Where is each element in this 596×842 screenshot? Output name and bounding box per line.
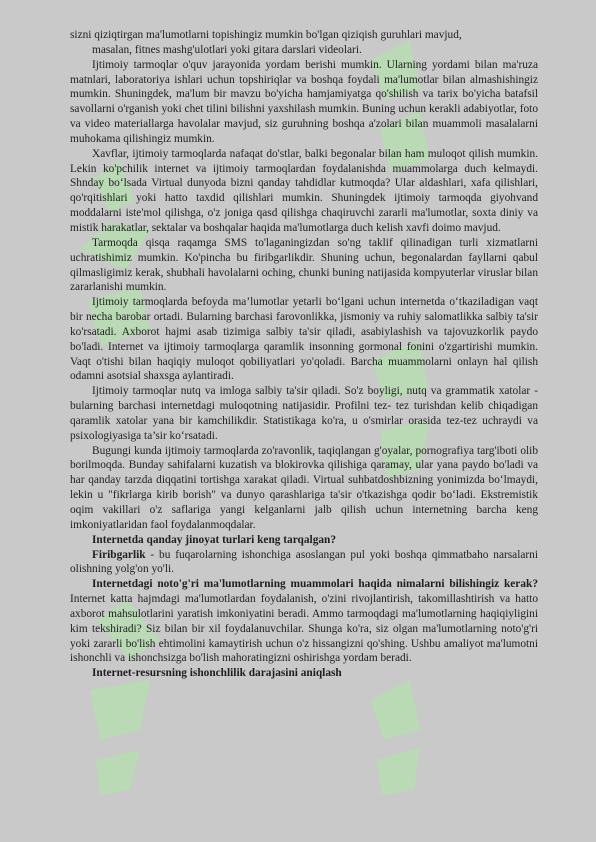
paragraph: Tarmoqda qisqa raqamga SMS to'laganingizdan so'ng taklif qilinadigan turli xizmatlarni uchratishimiz mumkin. Ko'pincha bu firibgarlikdir. Shuning uchun, begonalardan fayllarni qabul qilmasligimiz kerak, shubhali havolalarni oching, chunki buning natijasida kompyuterlar viruslar bilan zararlanishi mumkin. <box>70 236 538 294</box>
paragraph: Ijtimoiy tarmoqlar nutq va imloga salbiy ta'sir qiladi. So'z boyligi, nutq va grammatik xatolar - bularning barchasi internetdagi muloqotning natijasidir. Profilni tez- tez turishdan kelib chiqadigan qaramlik xatolar yana bir kamchilikdir. Statistikaga ko'ra, u o'smirlar orasida tez-tez uchraydi va psixologiyasiga ta’sir ko‘rsatadi. <box>70 385 538 442</box>
term: Firibgarlik <box>92 548 146 561</box>
question: Internetdagi noto'g'ri ma'lumotlarning muammolari haqida nimalarni bilishingiz kerak? <box>92 578 538 591</box>
section-heading: Internetda qanday jinoyat turlari keng tarqalgan? <box>92 533 337 546</box>
paragraph: masalan, fitnes mashg'ulotlari yoki gitara darslari videolari. <box>92 43 362 56</box>
paragraph: Bugungi kunda ijtimoiy tarmoqlarda zo'ravonlik, taqiqlangan g'oyalar, pornografiya targ'iboti olib borilmoqda. Bunday sahifalarni kuzatish va blokirovka qilishiga qaramay, ular yana paydo bo'ladi va har qanday tarzda diqqatini tortishga xarakat qiladi. Virtual suhbatdoshbizning yonimizda bo‘lmaydi, lekin u "fikrlarga kirib borish" va dunyo qarashlariga ta'sir o'tkazishga qodir bo‘ladi. Ekstremistik oqim vakillari o'z saflariga yangi kelganlarni jalb qilish uchun internetning barcha keng imkoniyatlaridan faol foydalanmoqdalar. <box>70 444 538 531</box>
paragraph: Ijtimoiy tarmoqlarda befoyda ma’lumotlar yetarli bo‘lgani uchun internetda o‘tkaziladigan vaqt bir necha barobar ortadi. Bularning barchasi farovonlikka, jismoniy va ruhiy salomatlikka salbiy ta'sir ko'rsatadi. Axborot hajmi asab tizimiga salbiy ta'sir qiladi, asabiylashish va tajovuzkorlik paydo bo'ladi. Internet va ijtimoiy tarmoqlarga qaramlik insonning gormonal fonini o'zgartirishi mumkin. Vaqt o'tishi bilan haqiqiy muloqot qobiliyatlari yo'qoladi. Barcha muammolarni onlayn hal qilish odamni asotsial shaxsga aylantiradi. <box>70 296 538 383</box>
paragraph: sizni qiziqtirgan ma'lumotlarni topishingiz mumkin bo'lgan qiziqish guruhlari mavjud, <box>70 29 462 41</box>
paragraph: Ijtimoiy tarmoqlar o'quv jarayonida yordam berishi mumkin. Ularning yordami bilan ma'ruza matnlari, laboratoriya ishlari uchun topshiriqlar va boshqa foydali ma'lumotlar bilan almashishingiz mumkin. Shuningdek, ma'lum bir mavzu bo'yicha hamjamiyatga qo'shilish va tarix bo'yicha batafsil savollarni o'rganish yoki chet tilini bilishni yaxshilash mumkin. Buning uchun kerakli adabiyotlar, foto va video materiallarga havolalar mavjud, siz guruhning boshqa a'zolari bilan muammoli masalalarni muhokama qilishingiz mumkin. <box>70 58 538 145</box>
paragraph: Internetdagi noto'g'ri ma'lumotlarning muammolari haqida nimalarni bilishingiz kerak? Internet katta hajmdagi ma'lumotlardan foydalanish, o'zini rivojlantirish, takomillashtirish va hatto axborot mahsulotlarini yaratish imkoniyatini beradi. Ammo tarmoqdagi ma'lumotlarning haqiqiyligini kim tekshiradi? Siz bilan bir xil foydalanuvchilar. Shunga ko'ra, siz olgan ma'lumotlarning noto'g'ri yoki zararli bo'lish ehtimolini kamaytirish uchun o'z hissangizni qo'shing. Ushbu amaliyot ma'lumotni ishonchli va ishonchsizga bo'lish mahoratingizni oshirishga yordam beradi. <box>70 578 538 665</box>
section-heading: Internet-resursning ishonchlilik darajasini aniqlash <box>92 667 342 680</box>
document-body <box>70 28 538 681</box>
paragraph: Firibgarlik - bu fuqarolarning ishonchiga asoslangan pul yoki boshqa qimmatbaho narsalarni olishning yolg'on yo'li. <box>70 548 538 576</box>
paragraph: Xavflar, ijtimoiy tarmoqlarda nafaqat do'stlar, balki begonalar bilan ham muloqot qilish mumkin. Lekin ko'pchilik internet va ijtimoiy tarmoqlardan foydalanishda muammolarga duch kelmaydi. Shnday bo‘lsada Virtual dunyoda bizni qanday tahdidlar kutmoqda? Ular aldashlari, xafa qilishlari, qo'rqitishlari yoki hatto taxdid qilishlari mumkin. Shuningdek ijtimoiy tarmoqda giyohvand moddalarni iste'mol qilishga, o'z joniga qasd qilishga chaqiruvchi zararli ma'lumotlar, soxta diniy va mistik harakatlar, sektalar va boshqalar haqida ma'lumotlarga duch kelish xavfi doimo mavjud. <box>70 147 538 234</box>
